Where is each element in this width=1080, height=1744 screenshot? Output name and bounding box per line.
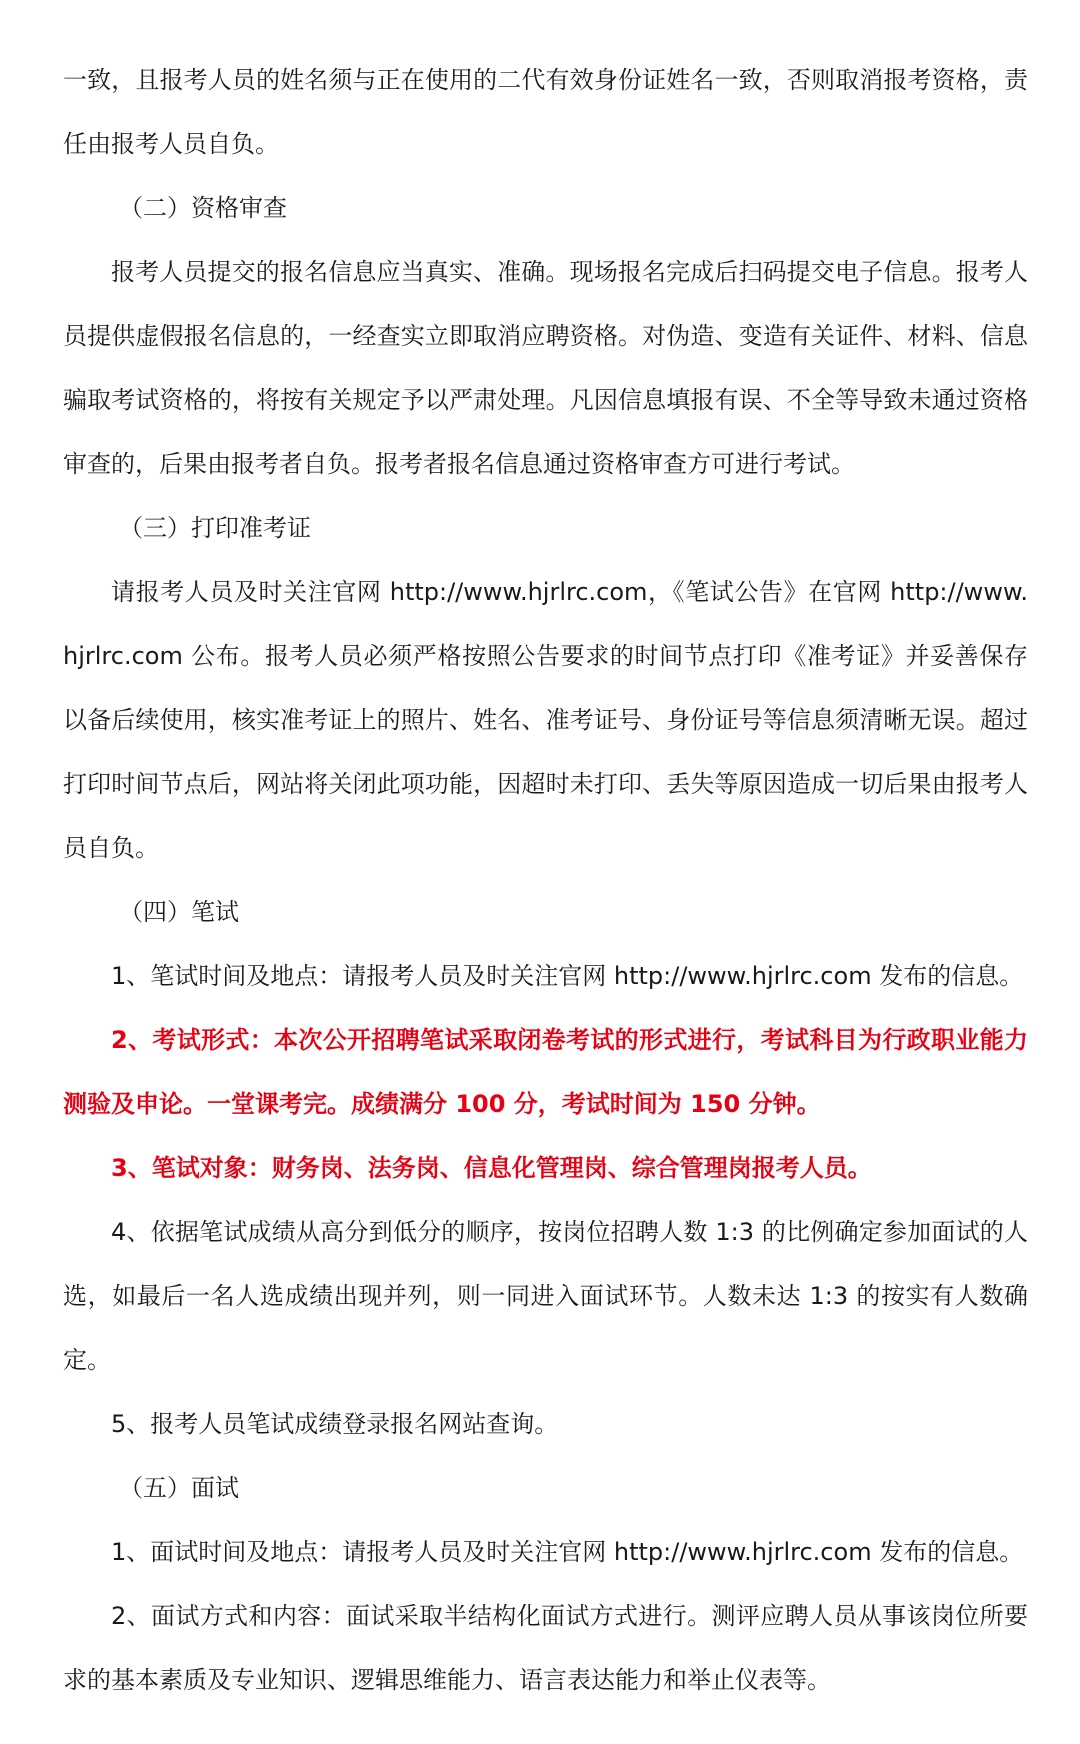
paragraph-admission-ticket: 请报考人员及时关注官网 http://www.hjrlrc.com，《笔试公告》在官网 http://www.hjrlrc.com 公布。报考人员必须严格按照公告要求的时间节点打印《准考证》并妥善保存以备后续使用，核实准考证上的照片、姓名、准考证号、身份证号等信息须清晰无误。超过打印时间节点后，网站将关闭此项功能，因超时未打印、丢失等原因造成一切后果由报考人员自负。 (63, 578, 1028, 862)
paragraph-qualification-review: 报考人员提交的报名信息应当真实、准确。现场报名完成后扫码提交电子信息。报考人员提供虚假报名信息的，一经查实立即取消应聘资格。对伪造、变造有关证件、材料、信息骗取考试资格的，将按有关规定予以严肃处理。凡因信息填报有误、不全等导致未通过资格审查的，后果由报考者自负。报考者报名信息通过资格审查方可进行考试。 (63, 258, 1028, 478)
paragraph-interview-selection-ratio: 4、依据笔试成绩从高分到低分的顺序，按岗位招聘人数 1:3 的比例确定参加面试的人选，如最后一名人选成绩出现并列，则一同进入面试环节。人数未达 1:3 的按实有人数确定。 (63, 1218, 1028, 1374)
section-heading-print-admission-ticket: （三）打印准考证 (119, 514, 311, 542)
paragraph-written-exam-time-place: 1、笔试时间及地点：请报考人员及时关注官网 http://www.hjrlrc.com 发布的信息。 (111, 962, 1024, 990)
paragraph-interview-method: 2、面试方式和内容：面试采取半结构化面试方式进行。测评应聘人员从事该岗位所要求的基本素质及专业知识、逻辑思维能力、语言表达能力和举止仪表等。 (63, 1602, 1028, 1694)
paragraph-written-exam-format: 2、考试形式：本次公开招聘笔试采取闭卷考试的形式进行，考试科目为行政职业能力测验及申论。一堂课考完。成绩满分 100 分，考试时间为 150 分钟。 (63, 1026, 1028, 1118)
paragraph-written-exam-target: 3、笔试对象：财务岗、法务岗、信息化管理岗、综合管理岗报考人员。 (111, 1154, 872, 1182)
paragraph-score-inquiry: 5、报考人员笔试成绩登录报名网站查询。 (111, 1410, 559, 1438)
section-heading-qualification-review: （二）资格审查 (119, 194, 287, 222)
section-heading-written-exam: （四）笔试 (119, 898, 239, 926)
section-heading-interview: （五）面试 (119, 1474, 239, 1502)
paragraph-eligibility-continued: 一致，且报考人员的姓名须与正在使用的二代有效身份证姓名一致，否则取消报考资格，责任由报考人员自负。 (63, 66, 1028, 158)
paragraph-interview-time-place: 1、面试时间及地点：请报考人员及时关注官网 http://www.hjrlrc.com 发布的信息。 (111, 1538, 1024, 1566)
document-body (63, 48, 1028, 1712)
